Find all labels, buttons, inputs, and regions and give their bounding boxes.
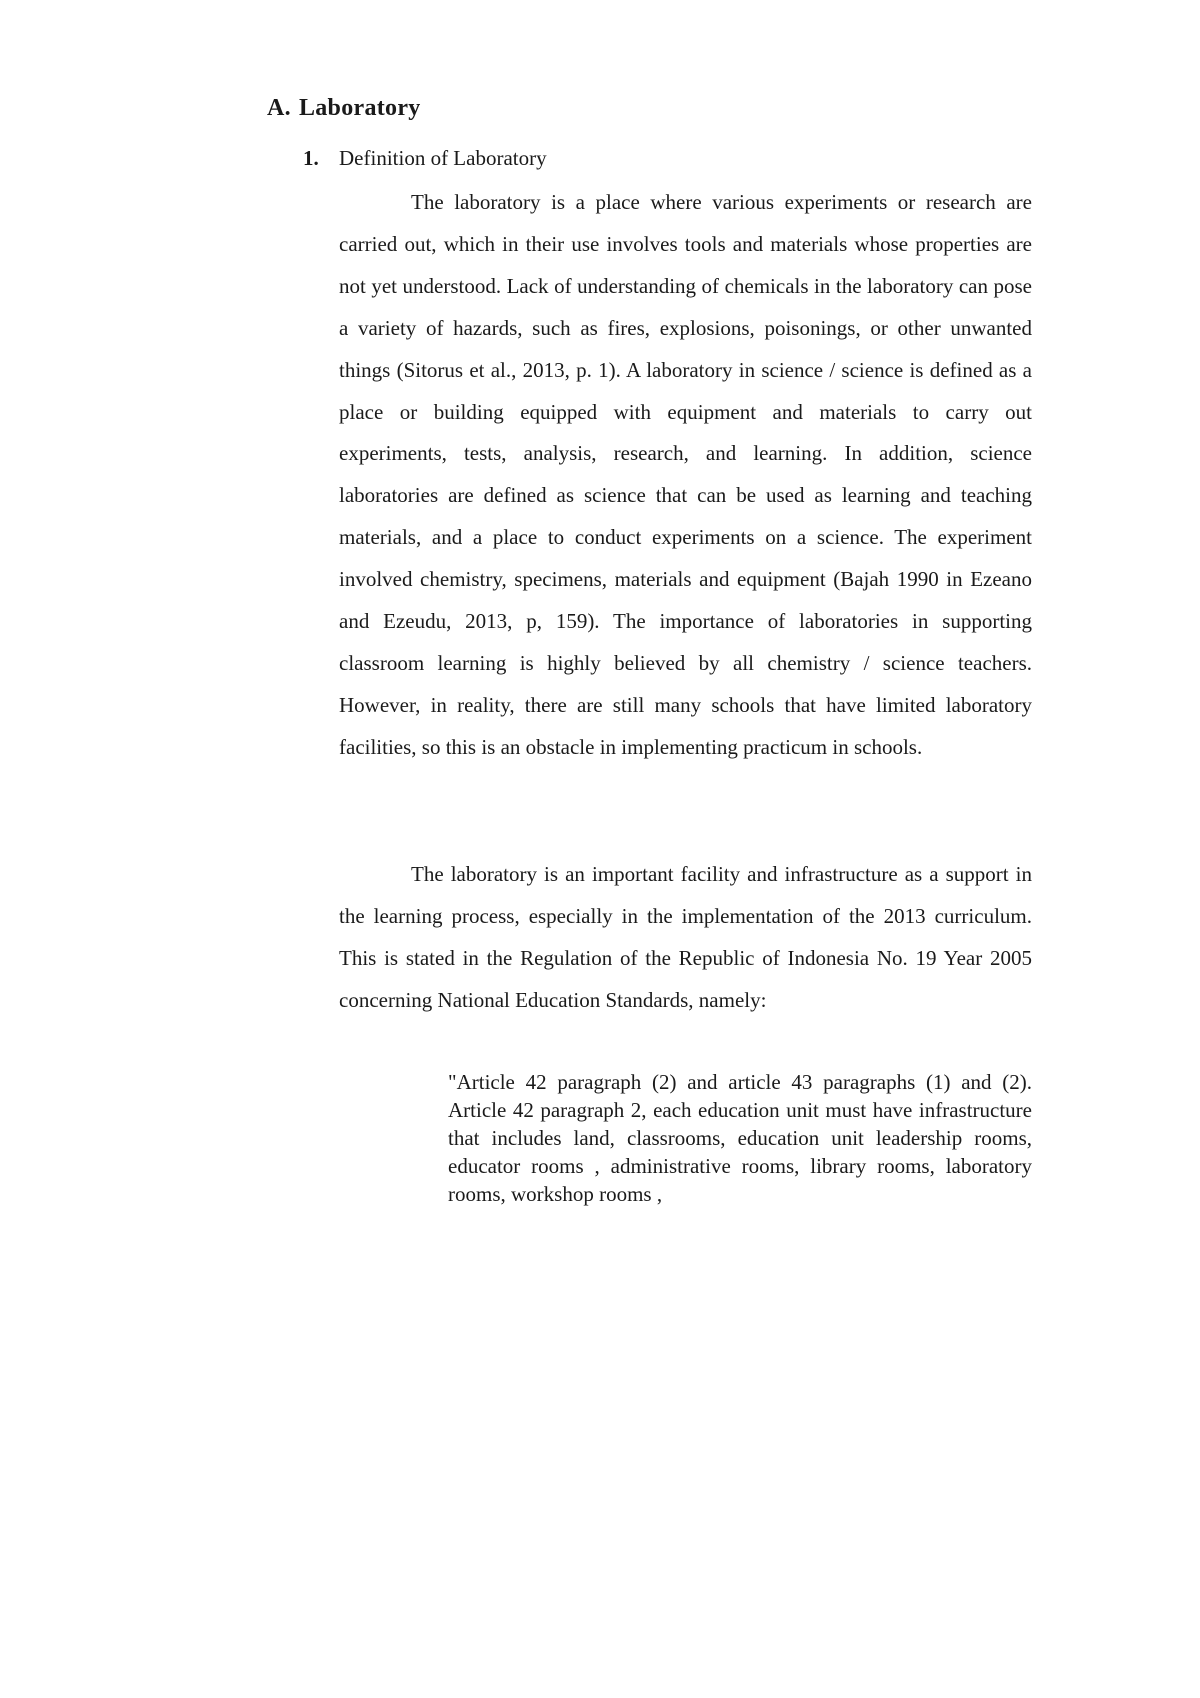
paragraph-importance: The laboratory is an important facility and infrastructure as a support in the learning process, especially in the implementation of the 2013 curriculum. This is stated in the Regulation of the Republic of Indonesia No. 19 Year 2005 concerning National Education Standards, namely: xyxy=(339,862,1032,1012)
section-number: A. xyxy=(267,95,291,121)
subsection-heading xyxy=(303,146,547,171)
subsection-title: Definition of Laboratory xyxy=(339,146,547,170)
section-title: Laboratory xyxy=(298,95,421,121)
paragraph-definition: The laboratory is a place where various experiments or research are carried out, which in their use involves tools and materials whose properties are not yet understood. Lack of understanding of chemicals in the laboratory can pose a variety of hazards, such as fires, explosions, poisonings, or other unwanted things (Sitorus et al., 2013, p. 1). A laboratory in science / science is defined as a place or building equipped with equipment and materials to carry out experiments, tests, analysis, research, and learning. In addition, science laboratories are defined as science that can be used as learning and teaching materials, and a place to conduct experiments on a science. The experiment involved chemistry, specimens, materials and equipment (Bajah 1990 in Ezeano and Ezeudu, 2013, p, 159). The importance of laboratories in supporting classroom learning is highly believed by all chemistry / science teachers. However, in reality, there are still many schools that have limited laboratory facilities, so this is an obstacle in implementing practicum in schools. xyxy=(339,190,1032,759)
block-quote: "Article 42 paragraph (2) and article 43 paragraphs (1) and (2). Article 42 paragraph 2, each education unit must have infrastructure that includes land, classrooms, education unit leadership rooms, educator rooms , administrative rooms, library rooms, laboratory rooms, workshop rooms , xyxy=(448,1070,1032,1206)
subsection-number: 1. xyxy=(303,146,319,170)
section-heading xyxy=(267,95,421,122)
